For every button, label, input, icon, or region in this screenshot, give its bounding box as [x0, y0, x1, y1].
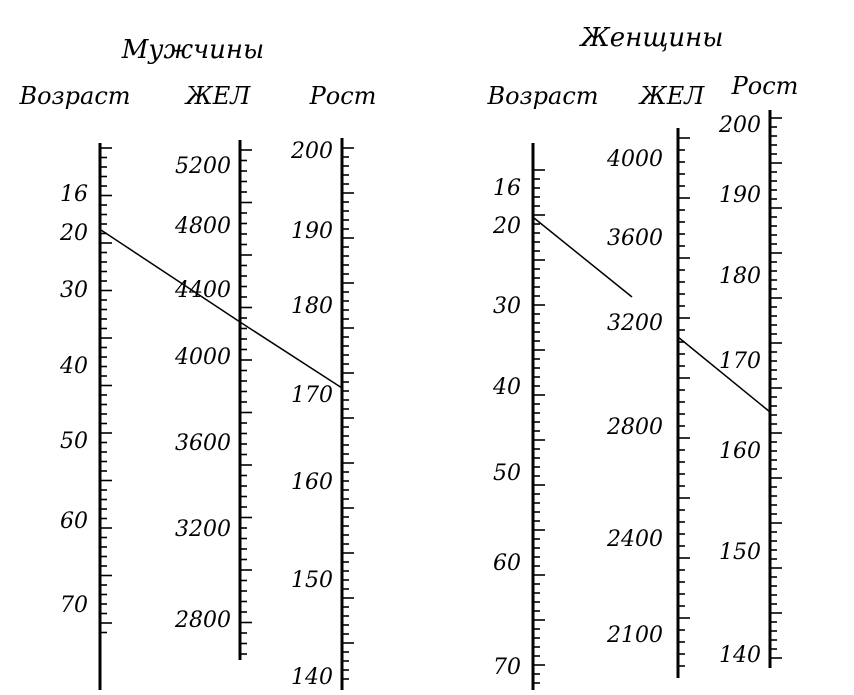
height-tick-label: 150: [291, 568, 333, 593]
vital-tick-label: 4800: [175, 214, 231, 239]
height-tick-label: 200: [719, 113, 761, 138]
vital-tick-label: 3600: [607, 226, 663, 251]
height-scale-men: [290, 138, 354, 690]
height-tick-label: 170: [719, 349, 761, 374]
age-tick-label: 60: [493, 551, 521, 576]
vital-tick-label: 3600: [175, 431, 231, 456]
panel-men: [18, 35, 376, 690]
height-tick-label: 160: [291, 470, 333, 495]
panel-title-women: Женщины: [580, 23, 724, 53]
age-tick-label: 20: [60, 221, 88, 246]
age-tick-label: 16: [60, 182, 88, 207]
height-tick-label: 190: [719, 183, 761, 208]
age-tick-label: 50: [493, 461, 521, 486]
vital-tick-label: 3200: [175, 517, 231, 542]
age-tick-label: 16: [493, 176, 521, 201]
age-scale-women: [492, 143, 545, 690]
height-scale-women: [718, 110, 782, 668]
vital-tick-label: 4400: [175, 278, 231, 303]
height-label-women: Рост: [731, 72, 799, 100]
height-tick-label: 160: [719, 439, 761, 464]
height-tick-label: 140: [719, 643, 761, 668]
height-tick-label: 180: [291, 294, 333, 319]
vital-tick-label: 2800: [175, 608, 231, 633]
vital-tick-label: 5200: [175, 154, 231, 179]
panel-women: [486, 23, 798, 690]
age-tick-label: 50: [60, 429, 88, 454]
age-tick-label: 40: [60, 354, 88, 379]
height-tick-label: 190: [291, 219, 333, 244]
age-tick-label: 70: [60, 593, 88, 618]
height-tick-label: 180: [719, 264, 761, 289]
vital-label-men: ЖЕЛ: [185, 82, 251, 110]
vital-tick-label: 3200: [607, 311, 663, 336]
height-label-men: Рост: [309, 82, 377, 110]
vital-tick-label: 4000: [607, 147, 663, 172]
vital-tick-label: 2800: [607, 415, 663, 440]
vital-scale-women: [606, 128, 690, 678]
age-scale-men: [59, 143, 112, 690]
age-tick-label: 30: [493, 294, 521, 319]
panel-title-men: Мужчины: [121, 35, 265, 65]
height-tick-label: 140: [291, 665, 333, 690]
height-tick-label: 200: [291, 139, 333, 164]
height-tick-label: 170: [291, 383, 333, 408]
vital-tick-label: 4000: [175, 345, 231, 370]
age-tick-label: 20: [493, 214, 521, 239]
height-tick-label: 150: [719, 540, 761, 565]
age-tick-label: 60: [60, 509, 88, 534]
vital-scale-men: [174, 140, 252, 660]
vital-tick-label: 2100: [607, 623, 663, 648]
age-label-men: Возраст: [19, 82, 131, 110]
age-tick-label: 30: [60, 278, 88, 303]
age-tick-label: 70: [493, 655, 521, 680]
vital-label-women: ЖЕЛ: [639, 82, 705, 110]
age-tick-label: 40: [493, 375, 521, 400]
vital-tick-label: 2400: [607, 527, 663, 552]
age-label-women: Возраст: [487, 82, 599, 110]
